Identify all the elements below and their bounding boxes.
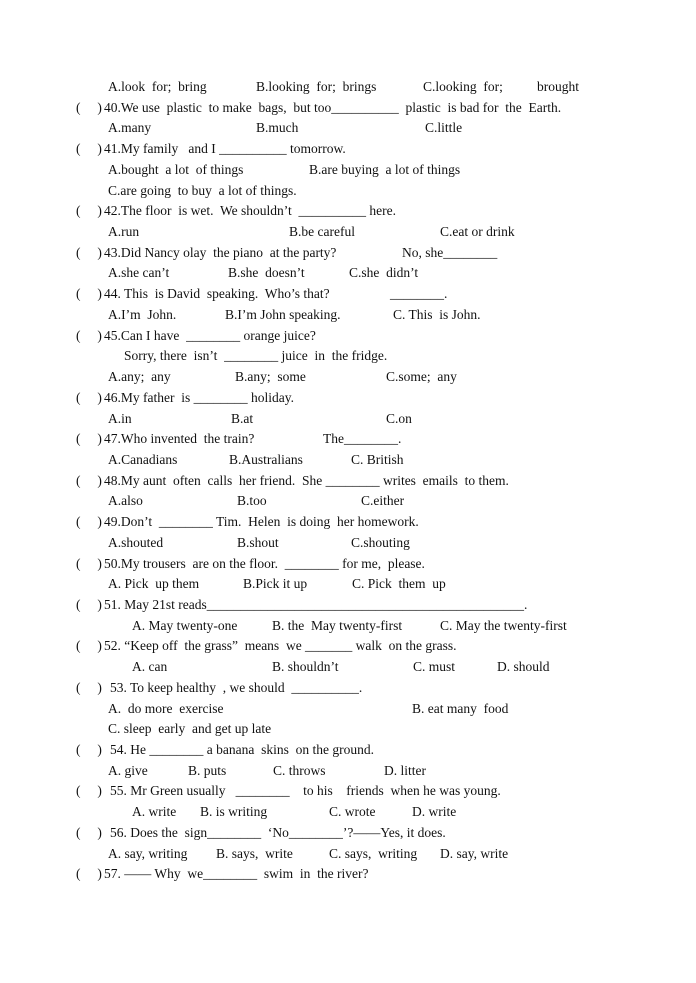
question-text: 49.Don’t ________ Tim. Helen is doing her homework. <box>104 514 419 530</box>
option-text: A.shouted <box>108 534 164 550</box>
option-text: A. write <box>132 804 177 820</box>
question-text: 44. This is David speaking. Who’s that? <box>104 286 330 302</box>
question-line <box>0 429 696 449</box>
answer-bracket[interactable]: ( ) <box>76 286 102 302</box>
question-line <box>0 595 696 615</box>
answer-bracket[interactable]: ( ) <box>76 824 102 840</box>
option-line <box>0 802 696 822</box>
option-text: B.at <box>231 410 254 426</box>
answer-bracket[interactable]: ( ) <box>76 99 102 115</box>
option-text: A. give <box>108 762 148 778</box>
option-text: A. say, writing <box>108 845 188 861</box>
option-text: C. says, writing <box>329 845 418 861</box>
option-text: A.I’m John. <box>108 306 177 322</box>
option-text: No, she________ <box>402 244 498 260</box>
option-line <box>0 616 696 636</box>
option-line <box>0 367 696 387</box>
option-text: B.Australians <box>229 451 303 467</box>
answer-bracket[interactable]: ( ) <box>76 866 102 882</box>
question-text: 56. Does the sign________ ‘No________’?——Yes, it does. <box>110 824 446 840</box>
option-text: A.Canadians <box>108 451 178 467</box>
question-line <box>0 98 696 118</box>
answer-bracket[interactable]: ( ) <box>76 597 102 612</box>
answer-bracket[interactable]: ( ) <box>76 327 102 343</box>
question-text: 41.My family and I __________ tomorrow. <box>104 141 346 157</box>
question-text: 48.My aunt often calls her friend. She ________ writes emails to them. <box>104 472 509 488</box>
option-text: B.shout <box>237 534 279 550</box>
question-line <box>0 284 696 304</box>
option-text: The________. <box>323 431 402 447</box>
option-text: C.eat or drink <box>440 224 515 240</box>
option-line <box>0 118 696 138</box>
option-text: C. May the twenty-first <box>440 617 567 633</box>
question-text: 45.Can I have ________ orange juice? <box>104 327 316 343</box>
option-text: C. sleep early and get up late <box>108 721 272 737</box>
option-text: B. says, write <box>216 845 293 861</box>
option-line <box>0 657 696 677</box>
option-text: B. eat many food <box>412 700 509 716</box>
option-text: ________. <box>390 286 448 302</box>
option-text: A.run <box>108 224 140 240</box>
option-line <box>0 77 696 97</box>
option-line <box>0 699 696 719</box>
answer-bracket[interactable]: ( ) <box>76 431 102 447</box>
question-line <box>0 201 696 221</box>
option-text: C.either <box>361 493 405 509</box>
option-text: A.look for; bring <box>108 79 207 94</box>
option-text: B. puts <box>188 762 227 778</box>
answer-bracket[interactable]: ( ) <box>76 555 102 571</box>
option-text: C.little <box>425 120 463 136</box>
option-text: brought <box>537 79 579 94</box>
answer-bracket[interactable]: ( ) <box>76 141 102 157</box>
option-text: C.she didn’t <box>349 265 419 281</box>
option-text: C. Pick them up <box>352 576 446 592</box>
question-text: 46.My father is ________ holiday. <box>104 389 294 405</box>
option-text: B.any; some <box>235 369 306 385</box>
option-text: B.looking for; brings <box>256 79 377 94</box>
question-line <box>0 243 696 263</box>
question-text: 55. Mr Green usually ________ to his friends when he was young. <box>110 783 501 799</box>
option-text: B. shouldn’t <box>272 659 339 675</box>
answer-bracket[interactable]: ( ) <box>76 389 102 405</box>
option-text: B. the May twenty-first <box>272 617 403 633</box>
option-text: B.much <box>256 120 299 136</box>
question-text: 47.Who invented the train? <box>104 431 255 447</box>
option-text: B.she doesn’t <box>228 265 305 281</box>
question-line <box>0 636 696 656</box>
option-text: C. wrote <box>329 804 376 820</box>
option-line <box>0 263 696 283</box>
option-line <box>0 491 696 511</box>
question-line <box>0 139 696 159</box>
option-text: D. should <box>497 659 550 675</box>
option-text: C. throws <box>273 762 326 778</box>
question-text: 40.We use plastic to make bags, but too__________ plastic is bad for the Earth. <box>104 99 562 115</box>
option-text: C.looking for; <box>423 79 503 94</box>
option-line <box>0 222 696 242</box>
option-text: A. can <box>132 659 168 675</box>
option-text: A.also <box>108 493 143 509</box>
question-text: 54. He ________ a banana skins on the ground. <box>110 742 374 758</box>
option-text: B.Pick it up <box>243 576 308 592</box>
question-line <box>0 678 696 698</box>
option-text: C.on <box>386 410 412 426</box>
option-text: C.are going to buy a lot of things. <box>108 182 297 198</box>
question-text: 57. —— Why we________ swim in the river? <box>104 866 369 882</box>
option-text: C. British <box>351 451 404 467</box>
option-line <box>0 305 696 325</box>
option-line <box>0 181 696 201</box>
question-line <box>0 823 696 843</box>
question-line <box>0 326 696 346</box>
question-line <box>0 740 696 760</box>
option-line <box>0 844 696 864</box>
option-text: A. do more exercise <box>108 700 224 716</box>
question-line <box>0 554 696 574</box>
question-line <box>0 512 696 532</box>
question-text: 42.The floor is wet. We shouldn’t __________ here. <box>104 203 396 219</box>
question-text: 50.My trousers are on the floor. ________ for me, please. <box>104 555 425 571</box>
option-text: C.shouting <box>351 534 410 550</box>
option-text: D. say, write <box>440 845 509 861</box>
option-line <box>0 761 696 781</box>
question-line <box>0 471 696 491</box>
answer-bracket[interactable]: ( ) <box>76 638 102 654</box>
question-line <box>0 781 696 801</box>
question-line <box>0 388 696 408</box>
answer-bracket[interactable]: ( ) <box>76 203 102 219</box>
option-line <box>0 719 696 739</box>
option-text: A.any; any <box>108 369 171 385</box>
option-text: A.she can’t <box>108 265 170 281</box>
option-text: A.bought a lot of things <box>108 161 244 177</box>
answer-bracket[interactable]: ( ) <box>76 472 102 488</box>
answer-bracket[interactable]: ( ) <box>76 514 102 530</box>
option-text: A. May twenty-one <box>132 617 238 633</box>
option-text: A.many <box>108 120 152 136</box>
option-line <box>0 450 696 470</box>
option-text: Sorry, there isn’t ________ juice in the fridge. <box>124 348 388 364</box>
answer-bracket[interactable]: ( ) <box>76 742 102 758</box>
option-line <box>0 409 696 429</box>
question-text: 52. “Keep off the grass” means we _______ walk on the grass. <box>104 638 457 654</box>
question-line <box>0 864 696 884</box>
option-text: C.some; any <box>386 369 457 385</box>
option-text: B.are buying a lot of things <box>309 161 461 177</box>
option-line <box>0 346 696 366</box>
option-text: D. write <box>412 804 457 820</box>
option-text: C. This is John. <box>393 306 481 322</box>
option-text: A.in <box>108 410 132 426</box>
option-text: C. must <box>413 659 456 675</box>
option-text: B. is writing <box>200 804 268 820</box>
answer-bracket[interactable]: ( ) <box>76 679 102 695</box>
question-text: 51. May 21st reads_______________________________________________. <box>104 597 528 612</box>
option-text: B.I’m John speaking. <box>225 306 341 322</box>
option-text: D. litter <box>384 762 426 778</box>
option-line <box>0 574 696 594</box>
option-line <box>0 533 696 553</box>
option-text: B.be careful <box>289 224 355 240</box>
option-text: B.too <box>237 493 267 509</box>
question-text: 53. To keep healthy , we should __________. <box>110 679 363 695</box>
option-text: A. Pick up them <box>108 576 200 592</box>
answer-bracket[interactable]: ( ) <box>76 244 102 260</box>
answer-bracket[interactable]: ( ) <box>76 783 102 799</box>
option-line <box>0 160 696 180</box>
question-text: 43.Did Nancy olay the piano at the party? <box>104 244 337 260</box>
